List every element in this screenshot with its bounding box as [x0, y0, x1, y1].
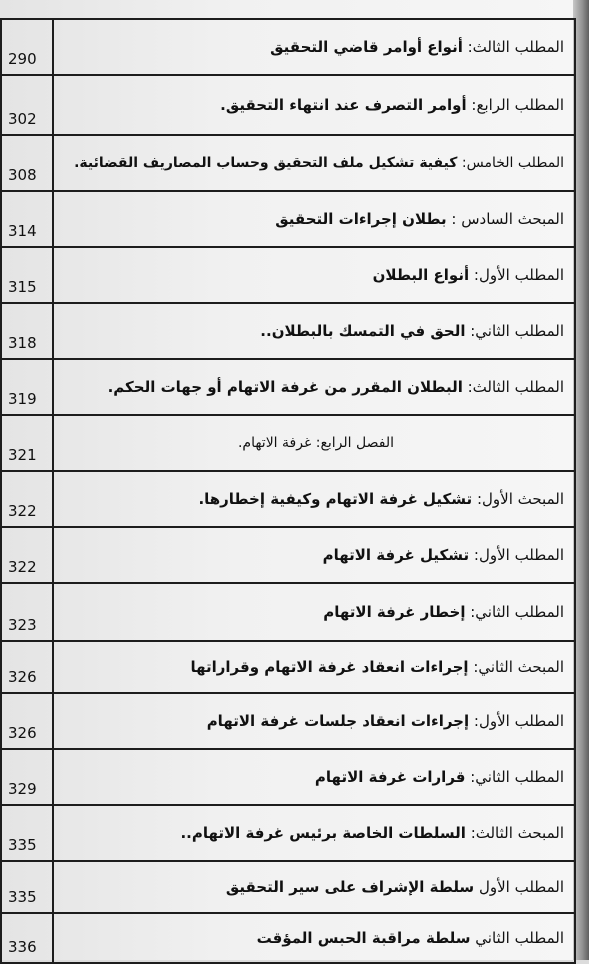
entry-title: [53, 527, 575, 583]
page-number: 314: [1, 191, 53, 247]
table-row: [1, 527, 575, 583]
entry-heading: سلطة مراقبة الحبس المؤقت: [256, 929, 471, 947]
entry-heading: البطلان المقرر من غرفة الاتهام أو جهات الحكم.: [107, 378, 463, 396]
entry-title: [53, 583, 575, 641]
entry-heading: تشكيل غرفة الاتهام: [322, 546, 470, 564]
entry-heading: قرارات غرفة الاتهام: [314, 768, 466, 786]
entry-prefix: الفصل الرابع:: [311, 435, 394, 451]
entry-heading: أوامر التصرف عند انتهاء التحقيق.: [220, 96, 467, 114]
page-number: 308: [1, 135, 53, 191]
entry-title: [53, 135, 575, 191]
entry-title: [53, 913, 575, 963]
entry-prefix: المطلب الثاني:: [465, 322, 564, 340]
entry-heading: إجراءات انعقاد جلسات غرفة الاتهام: [206, 712, 470, 730]
entry-prefix: المطلب الثالث:: [462, 38, 564, 56]
entry-heading: كيفية تشكيل ملف التحقيق وحساب المصاريف القضائية.: [74, 155, 458, 171]
entry-title: [53, 641, 575, 693]
entry-title: [53, 471, 575, 527]
entry-prefix: المطلب الأول:: [469, 266, 564, 284]
table-row: [1, 471, 575, 527]
page-number: 322: [1, 527, 53, 583]
entry-prefix: المطلب الثاني:: [465, 603, 564, 621]
table-of-contents: [0, 18, 576, 964]
entry-title: [53, 75, 575, 135]
table-row: [1, 359, 575, 415]
entry-title: [53, 191, 575, 247]
table-row: [1, 641, 575, 693]
entry-prefix: المطلب الخامس:: [457, 155, 564, 171]
entry-heading: سلطة الإشراف على سير التحقيق: [225, 878, 475, 896]
entry-prefix: المبحث الثالث:: [465, 824, 564, 842]
entry-prefix: المطلب الأول: [474, 878, 564, 896]
entry-title: [53, 247, 575, 303]
page-number: 319: [1, 359, 53, 415]
entry-heading: الحق في التمسك بالبطلان..: [260, 322, 466, 340]
page-number: 321: [1, 415, 53, 471]
table-row: [1, 303, 575, 359]
table-row: [1, 913, 575, 963]
page-number: 326: [1, 641, 53, 693]
entry-heading: غرفة الاتهام.: [237, 435, 312, 451]
table-row: [1, 247, 575, 303]
page-number: 322: [1, 471, 53, 527]
entry-title: [53, 693, 575, 749]
entry-heading: إخطار غرفة الاتهام: [323, 603, 466, 621]
entry-prefix: المطلب الثاني: [470, 929, 564, 947]
entry-title: [53, 749, 575, 805]
page-number: 323: [1, 583, 53, 641]
table-row: [1, 805, 575, 861]
table-row: [1, 191, 575, 247]
entry-heading: أنواع البطلان: [372, 266, 470, 284]
entry-heading: أنواع أوامر قاضي التحقيق: [270, 38, 463, 56]
page-number: 329: [1, 749, 53, 805]
page-number: 336: [1, 913, 53, 963]
table-row: [1, 415, 575, 471]
table-row: [1, 861, 575, 913]
table-row: [1, 75, 575, 135]
entry-title: [53, 359, 575, 415]
entry-prefix: المطلب الثاني:: [465, 768, 564, 786]
page-number: 335: [1, 861, 53, 913]
entry-title: [53, 303, 575, 359]
entry-prefix: المطلب الأول:: [469, 546, 564, 564]
entry-prefix: المطلب الثالث:: [462, 378, 564, 396]
entry-heading: بطلان إجراءات التحقيق: [275, 210, 447, 228]
entry-prefix: المطلب الرابع:: [466, 96, 564, 114]
entry-heading: تشكيل غرفة الاتهام وكيفية إخطارها.: [198, 490, 473, 508]
table-row: [1, 749, 575, 805]
entry-heading: إجراءات انعقاد غرفة الاتهام وقراراتها: [190, 658, 469, 676]
page-number: 335: [1, 805, 53, 861]
page-number: 326: [1, 693, 53, 749]
page-number: 290: [1, 19, 53, 75]
entry-prefix: المبحث السادس :: [446, 210, 564, 228]
page-number: 302: [1, 75, 53, 135]
entry-title: [53, 415, 575, 471]
entry-title: [53, 805, 575, 861]
page-number: 315: [1, 247, 53, 303]
table-row: [1, 135, 575, 191]
entry-prefix: المبحث الأول:: [472, 490, 564, 508]
entry-heading: السلطات الخاصة برئيس غرفة الاتهام..: [180, 824, 466, 842]
page-number: 318: [1, 303, 53, 359]
table-row: [1, 693, 575, 749]
entry-prefix: المطلب الأول:: [469, 712, 564, 730]
table-row: [1, 583, 575, 641]
table-row: [1, 19, 575, 75]
entry-title: [53, 861, 575, 913]
entry-prefix: المبحث الثاني:: [468, 658, 564, 676]
entry-title: [53, 19, 575, 75]
